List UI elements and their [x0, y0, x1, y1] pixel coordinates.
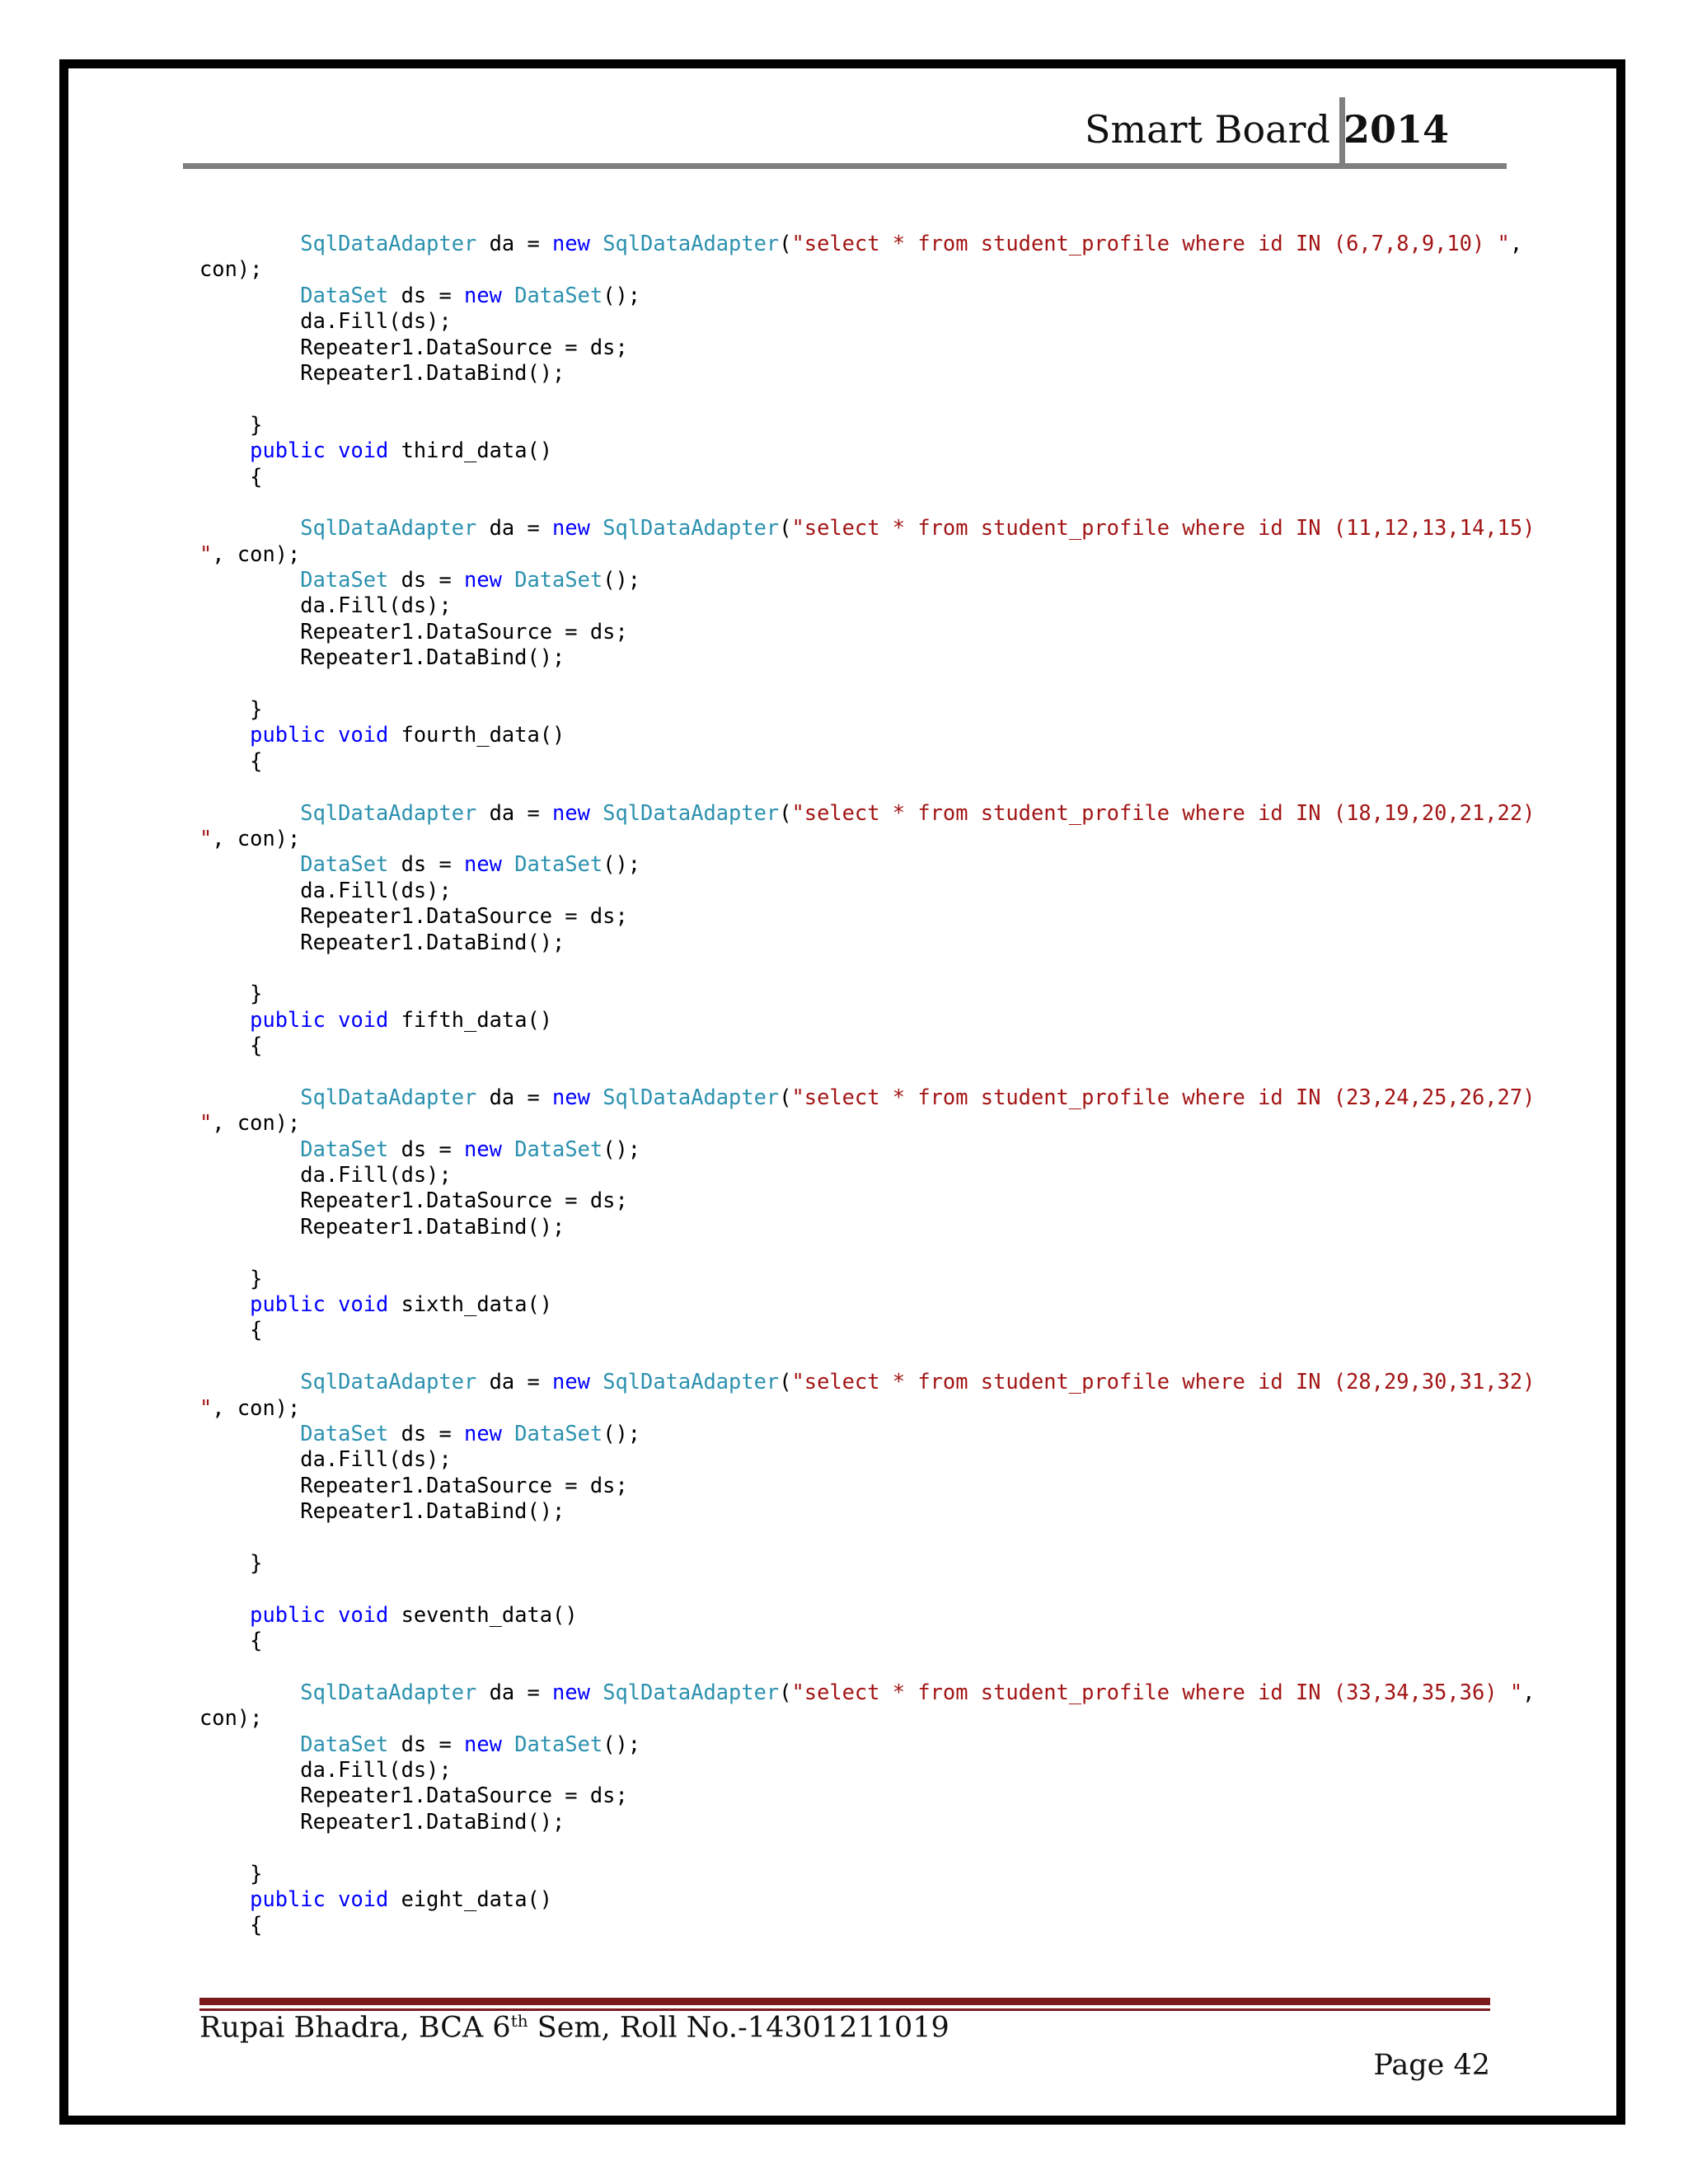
code-token: SqlDataAdapter	[300, 1369, 477, 1394]
code-token	[326, 1602, 338, 1627]
code-token	[199, 515, 300, 540]
code-token: Repeater1.DataBind();	[199, 1808, 565, 1834]
code-token: (	[779, 231, 792, 255]
code-line	[199, 490, 1502, 515]
code-token: seventh_data()	[388, 1601, 578, 1627]
code-token: new	[552, 231, 590, 255]
code-token: ds =	[388, 851, 465, 877]
code-token: da =	[476, 1084, 553, 1109]
code-token	[199, 1085, 300, 1109]
code-token	[199, 1886, 250, 1911]
code-token: void	[338, 1886, 389, 1911]
code-token: Repeater1.DataBind();	[199, 929, 565, 954]
code-token	[590, 1085, 603, 1109]
code-token: DataSet	[300, 1136, 389, 1161]
code-token	[590, 1680, 603, 1704]
code-token: Repeater1.DataSource = ds;	[199, 334, 628, 359]
code-token	[326, 1007, 338, 1032]
code-token: , con);	[212, 541, 301, 566]
code-token: {	[199, 1033, 263, 1058]
code-token	[199, 231, 300, 255]
code-token: public	[250, 1006, 326, 1032]
code-token: {	[199, 748, 263, 773]
code-token	[199, 1291, 250, 1316]
code-token: new	[552, 1369, 590, 1394]
code-token: DataSet	[300, 1420, 389, 1446]
code-token: "select * from student_profile where id IN (33,34,35,36) "	[791, 1679, 1523, 1704]
page-header	[183, 97, 1507, 173]
code-token: SqlDataAdapter	[300, 1084, 477, 1109]
code-line	[199, 256, 1502, 282]
footer-rule	[199, 1998, 1490, 2005]
code-line	[199, 541, 1502, 567]
code-token	[199, 567, 300, 592]
code-token: da.Fill(ds);	[199, 877, 452, 902]
code-token: void	[338, 722, 389, 748]
code-line	[199, 567, 1502, 593]
code-line	[199, 515, 1536, 541]
code-line	[199, 930, 1502, 955]
code-line	[199, 644, 1502, 670]
code-line	[199, 1059, 1502, 1085]
code-token: ds =	[388, 1731, 465, 1756]
code-token: (	[779, 799, 792, 825]
code-token: SqlDataAdapter	[603, 515, 780, 541]
code-line	[199, 955, 1502, 981]
code-token: con);	[199, 1705, 263, 1731]
code-token: public	[250, 1601, 326, 1627]
code-line	[199, 1084, 1536, 1110]
code-token: Repeater1.DataBind();	[199, 359, 565, 385]
code-token: da =	[476, 515, 553, 541]
code-token: public	[250, 1886, 326, 1911]
code-line	[199, 1525, 1502, 1550]
code-token: new	[464, 1731, 502, 1756]
code-line	[199, 1240, 1502, 1265]
code-line	[199, 1576, 1502, 1601]
code-line	[199, 1550, 1502, 1576]
code-token: ();	[603, 1731, 641, 1756]
code-token	[199, 1137, 300, 1161]
code-line	[199, 722, 1502, 748]
code-token: DataSet	[514, 851, 603, 877]
code-token: new	[552, 1084, 590, 1109]
code-line	[199, 1369, 1536, 1394]
code-line	[199, 1783, 1502, 1808]
code-token	[590, 1369, 603, 1394]
code-token	[199, 1369, 300, 1394]
code-token: da.Fill(ds);	[199, 1757, 452, 1783]
code-token: new	[552, 1679, 590, 1704]
code-token: SqlDataAdapter	[603, 1679, 780, 1704]
code-token: "select * from student_profile where id IN (28,29,30,31,32)	[791, 1369, 1536, 1394]
code-token: "select * from student_profile where id IN (6,7,8,9,10) "	[791, 231, 1510, 255]
code-token: fifth_data()	[388, 1006, 553, 1032]
code-token: new	[552, 515, 590, 541]
code-token	[199, 851, 300, 876]
code-line	[199, 1214, 1502, 1240]
code-line	[199, 1653, 1502, 1679]
code-token: }	[199, 1265, 263, 1291]
code-line	[199, 1473, 1502, 1498]
code-token	[199, 1732, 300, 1756]
code-token	[199, 1421, 300, 1446]
code-listing	[199, 231, 1536, 1938]
code-line	[199, 464, 1502, 490]
code-line	[199, 1628, 1502, 1653]
code-token	[502, 1421, 514, 1446]
code-token: }	[199, 981, 263, 1006]
code-token: da.Fill(ds);	[199, 1162, 452, 1188]
code-line	[199, 438, 1502, 463]
code-line	[199, 1291, 1502, 1317]
code-token: "select * from student_profile where id IN (11,12,13,14,15)	[791, 515, 1536, 541]
code-token: ds =	[388, 282, 465, 307]
code-token: {	[199, 1317, 263, 1343]
code-token: "	[199, 825, 213, 851]
code-token: Repeater1.DataSource = ds;	[199, 1783, 628, 1808]
code-token: void	[338, 1291, 389, 1317]
code-token: "select * from student_profile where id IN (18,19,20,21,22)	[791, 799, 1536, 825]
code-line	[199, 1498, 1502, 1524]
code-token: Repeater1.DataSource = ds;	[199, 1188, 628, 1213]
code-token: ();	[603, 282, 641, 307]
header-year: 2014	[1343, 107, 1449, 152]
code-token	[199, 1007, 250, 1032]
code-token: , con);	[212, 1394, 301, 1420]
code-token: ();	[603, 851, 641, 877]
code-token: , con);	[212, 1110, 301, 1136]
code-token: da =	[476, 231, 553, 255]
code-line	[199, 981, 1502, 1006]
code-line	[199, 1886, 1502, 1912]
code-token: new	[552, 799, 590, 825]
code-token: new	[464, 1420, 502, 1446]
code-token	[199, 722, 250, 747]
code-token: new	[464, 282, 502, 307]
code-token: SqlDataAdapter	[603, 231, 780, 255]
code-line	[199, 1809, 1502, 1835]
code-line	[199, 1162, 1502, 1188]
code-line	[199, 231, 1523, 256]
code-token: da.Fill(ds);	[199, 1446, 452, 1472]
code-token: Repeater1.DataSource = ds;	[199, 618, 628, 644]
code-line	[199, 799, 1536, 826]
code-token: (	[779, 515, 792, 541]
code-token	[502, 283, 514, 307]
code-token: {	[199, 1628, 263, 1653]
code-token: ds =	[388, 567, 465, 593]
code-line	[199, 903, 1502, 929]
code-token	[326, 438, 338, 462]
footer-author	[199, 2011, 950, 2045]
code-token: con);	[199, 256, 263, 282]
code-line	[199, 1757, 1502, 1783]
code-token: da.Fill(ds);	[199, 308, 452, 334]
code-token: DataSet	[514, 1420, 603, 1446]
code-token: }	[199, 411, 263, 437]
code-line	[199, 283, 1502, 308]
code-token: "	[199, 1110, 213, 1136]
code-token: ,	[1522, 1679, 1536, 1704]
code-line	[199, 1732, 1502, 1757]
code-token: void	[338, 438, 389, 463]
code-token: DataSet	[300, 1731, 389, 1756]
code-line	[199, 826, 1502, 851]
code-token: Repeater1.DataBind();	[199, 1213, 565, 1239]
code-token: new	[464, 851, 502, 877]
header-title: Smart Board	[1084, 107, 1330, 152]
code-token	[199, 800, 300, 825]
code-token: (	[779, 1679, 792, 1704]
code-line	[199, 1033, 1502, 1058]
code-line	[199, 1446, 1502, 1472]
code-line	[199, 1705, 1502, 1731]
code-token	[590, 800, 603, 825]
code-token: void	[338, 1601, 389, 1627]
code-line	[199, 1861, 1502, 1886]
code-token: SqlDataAdapter	[603, 1369, 780, 1394]
code-token: ds =	[388, 1136, 465, 1161]
code-line	[199, 386, 1502, 411]
code-token	[326, 1291, 338, 1316]
code-line	[199, 619, 1502, 644]
code-token: SqlDataAdapter	[603, 1084, 780, 1109]
code-token: SqlDataAdapter	[300, 515, 477, 541]
code-line	[199, 593, 1502, 618]
code-token: DataSet	[300, 282, 389, 307]
code-token	[502, 1137, 514, 1161]
code-token: public	[250, 438, 326, 463]
code-token	[502, 1732, 514, 1756]
code-token: DataSet	[514, 1136, 603, 1161]
code-token: DataSet	[514, 567, 603, 593]
code-line	[199, 1266, 1502, 1291]
code-line	[199, 1343, 1502, 1369]
code-token: void	[338, 1006, 389, 1032]
code-token: }	[199, 696, 263, 722]
code-token	[502, 851, 514, 876]
code-token: (	[779, 1084, 792, 1109]
code-line	[199, 1835, 1502, 1860]
author-prefix: Rupai Bhadra, BCA 6	[199, 2011, 511, 2045]
code-token: DataSet	[300, 567, 389, 593]
code-token: SqlDataAdapter	[300, 1679, 477, 1704]
code-line	[199, 1421, 1502, 1446]
code-token: new	[464, 1136, 502, 1161]
code-line	[199, 412, 1502, 438]
code-token: }	[199, 1549, 263, 1575]
code-line	[199, 1912, 1502, 1938]
code-token: (	[779, 1369, 792, 1394]
code-token: public	[250, 1291, 326, 1317]
code-token: da =	[476, 1679, 553, 1704]
code-token	[199, 1680, 300, 1704]
code-token: "select * from student_profile where id IN (23,24,25,26,27)	[791, 1084, 1536, 1109]
code-token: DataSet	[514, 1731, 603, 1756]
code-line	[199, 335, 1502, 360]
code-line	[199, 696, 1502, 722]
header-rule	[183, 163, 1507, 169]
code-token: fourth_data()	[388, 722, 565, 748]
code-token: Repeater1.DataSource = ds;	[199, 1472, 628, 1497]
code-line	[199, 1188, 1502, 1213]
code-line	[199, 851, 1502, 877]
code-line	[199, 1110, 1502, 1136]
code-token: }	[199, 1860, 263, 1886]
code-token	[590, 231, 603, 255]
code-token: Repeater1.DataBind();	[199, 1498, 565, 1524]
code-token: ,	[1509, 231, 1523, 255]
code-token: SqlDataAdapter	[603, 799, 780, 825]
code-line	[199, 1679, 1536, 1705]
code-token: eight_data()	[388, 1886, 553, 1911]
code-line	[199, 1395, 1502, 1421]
author-ordinal: th	[510, 2011, 528, 2031]
code-token: sixth_data()	[388, 1291, 553, 1317]
code-token	[590, 515, 603, 540]
code-token: "	[199, 541, 213, 566]
code-line	[199, 308, 1502, 334]
code-token: public	[250, 722, 326, 748]
code-line	[199, 360, 1502, 386]
code-line	[199, 1137, 1502, 1162]
code-line	[199, 1317, 1502, 1343]
code-token: SqlDataAdapter	[300, 799, 477, 825]
code-token	[199, 438, 250, 462]
code-token: SqlDataAdapter	[300, 231, 477, 255]
code-token: Repeater1.DataBind();	[199, 644, 565, 670]
code-token: da.Fill(ds);	[199, 593, 452, 618]
code-token: , con);	[212, 825, 301, 851]
code-token	[502, 567, 514, 592]
code-token: {	[199, 463, 263, 489]
code-token: ();	[603, 567, 641, 593]
code-token: Repeater1.DataSource = ds;	[199, 903, 628, 929]
code-line	[199, 748, 1502, 774]
code-token	[199, 283, 300, 307]
code-token: DataSet	[514, 282, 603, 307]
code-token: da =	[476, 799, 553, 825]
code-line	[199, 878, 1502, 903]
author-suffix: Sem, Roll No.-14301211019	[528, 2011, 950, 2045]
code-token: ();	[603, 1136, 641, 1161]
code-token: ();	[603, 1420, 641, 1446]
code-token: ds =	[388, 1420, 465, 1446]
page-number: Page 42	[1373, 2049, 1490, 2082]
code-line	[199, 1602, 1502, 1628]
code-line	[199, 774, 1502, 799]
code-token: "	[199, 1394, 213, 1420]
code-line	[199, 671, 1502, 696]
code-line	[199, 1007, 1502, 1033]
code-token: {	[199, 1912, 263, 1938]
code-token	[199, 1602, 250, 1627]
code-token	[326, 722, 338, 747]
code-token: DataSet	[300, 851, 389, 877]
code-token: new	[464, 567, 502, 593]
code-token: third_data()	[388, 438, 553, 463]
code-token	[326, 1886, 338, 1911]
code-token: da =	[476, 1369, 553, 1394]
